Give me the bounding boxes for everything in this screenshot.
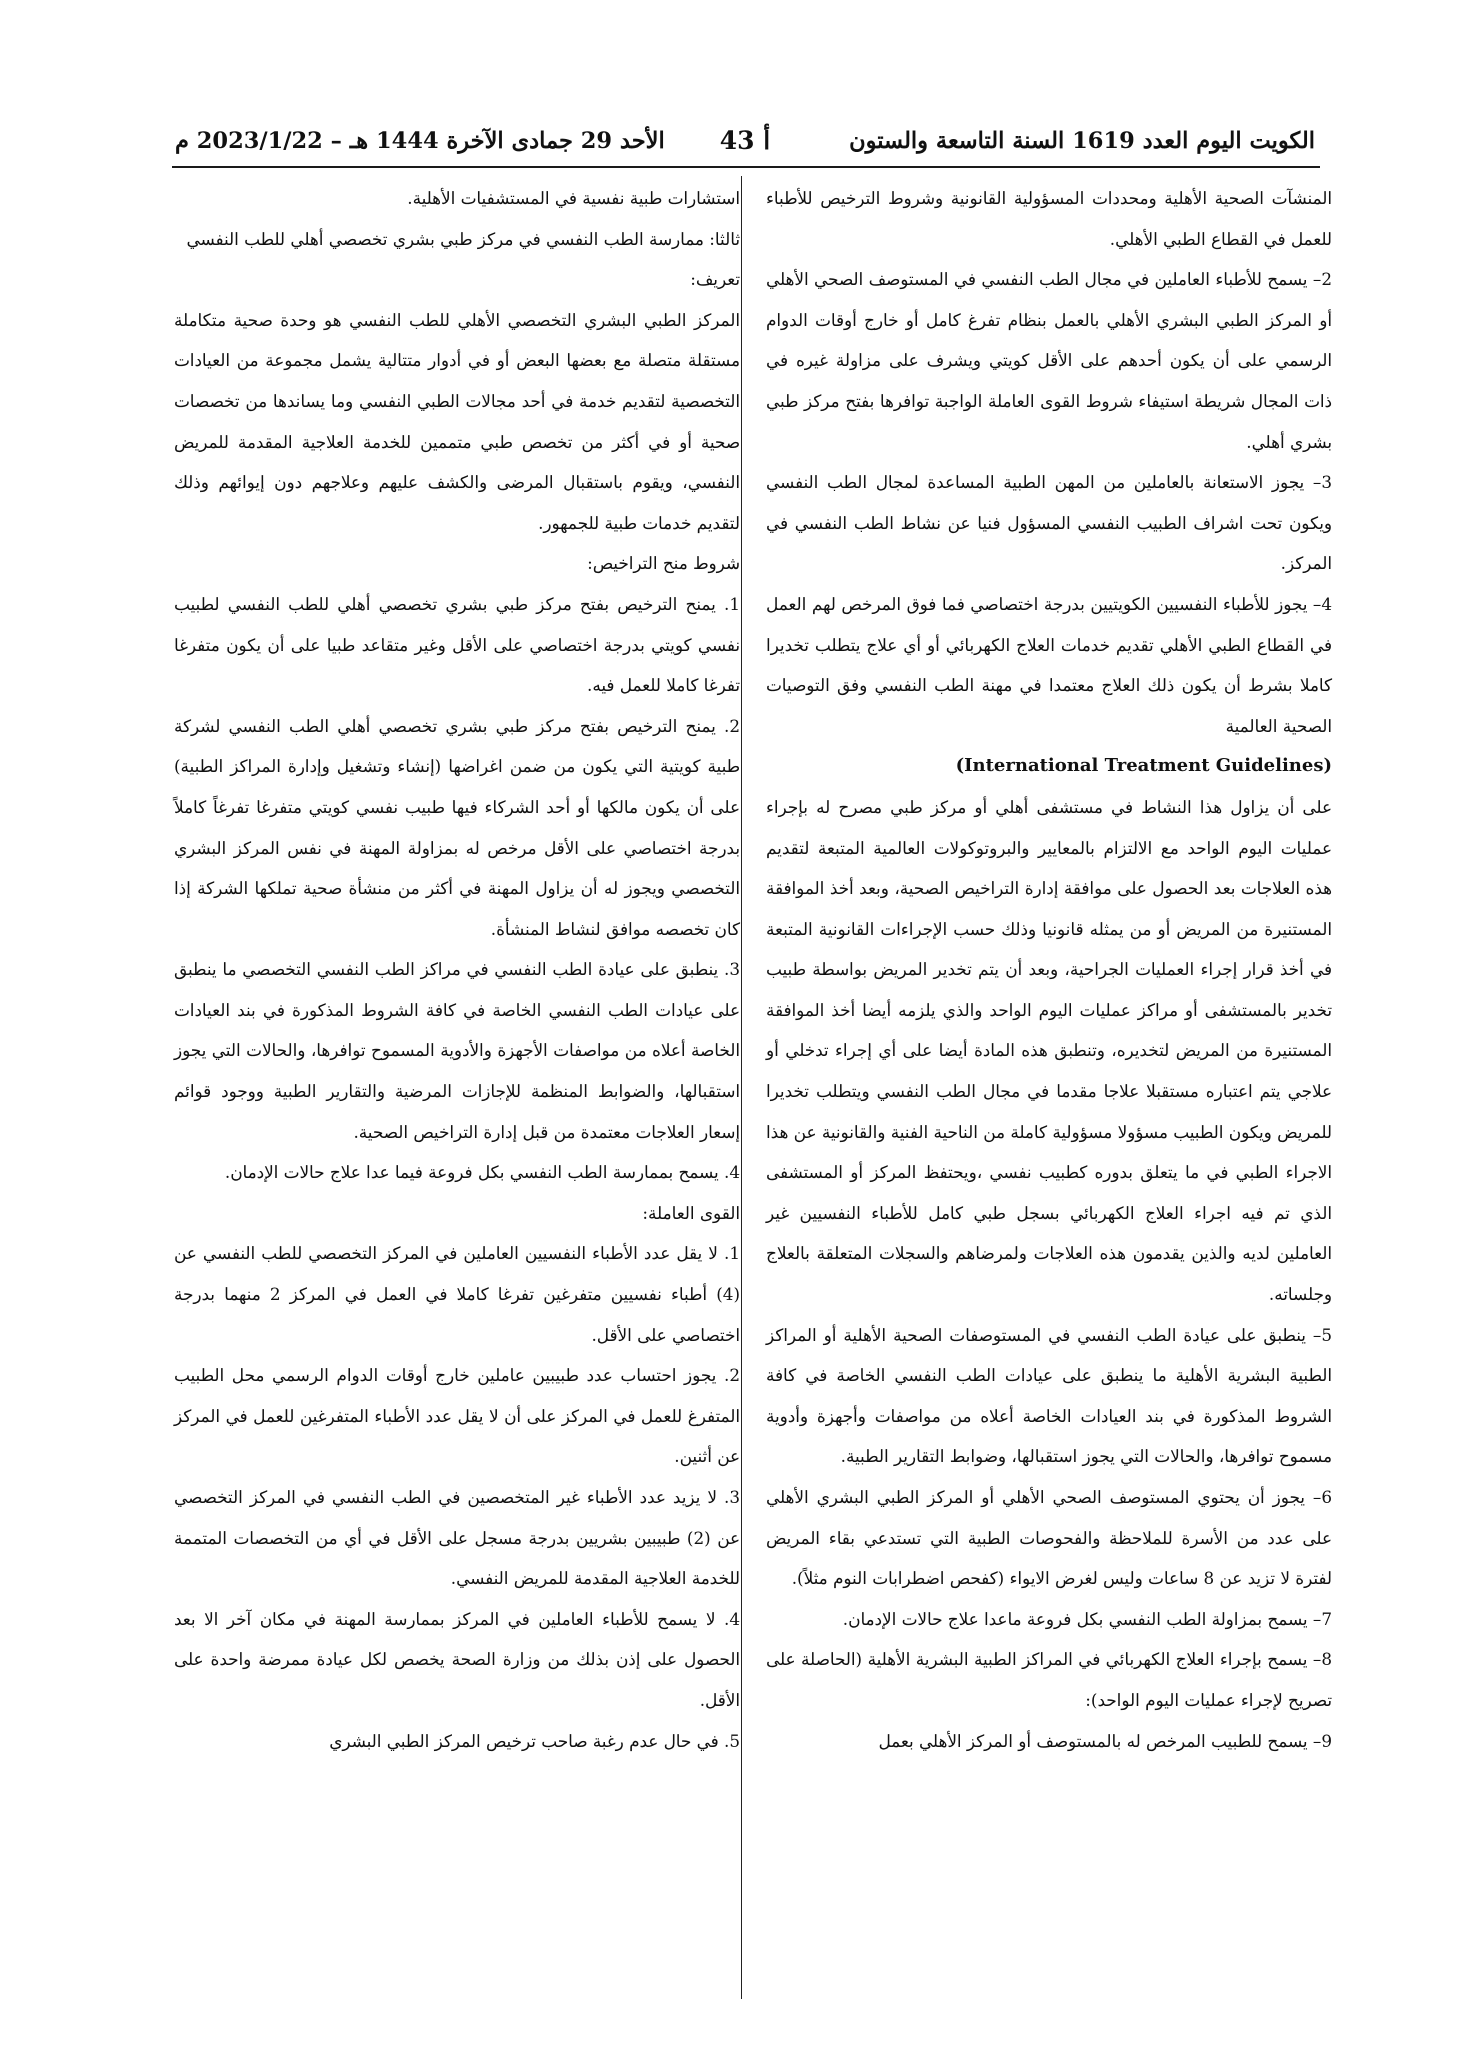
clause-2: 2– يسمح للأطباء العاملين في مجال الطب النفسي في المستوصف الصحي الأهلي أو المركز الطبي البشري الأهلي بالعمل بنظام تفرغ كامل أو خارج أوقات الدوام الرسمي على أن يكون أحدهم على الأقل كويتي ويشرف على مزاولة غيره في ذات المجال شريطة استيفاء شروط القوى العاملة الواجبة توافرها بفتح مركز طبي بشري أهلي. (766, 269, 1332, 452)
workforce-5: 5. في حال عدم رغبة صاحب ترخيص المركز الطبي البشري (329, 1730, 740, 1751)
subheading-definition: تعريف: (690, 269, 740, 290)
gazette-issue-info: الكويت اليوم العدد 1619 السنة التاسعة والستون (849, 128, 1315, 154)
clause-4: 4– يجوز للأطباء النفسيين الكويتيين بدرجة اختصاصي فما فوق المرخص لهم العمل في القطاع الطبي الأهلي تقديم خدمات العلاج الكهربائي أو أي علاج يتطلب تخديرا كاملا بشرط أن يكون ذلك العلاج معتمدا في مهنة الطب النفسي وفق التوصيات الصحية العالمية (766, 593, 1332, 736)
section-heading: ثالثا: ممارسة الطب النفسي في مركز طبي بشري تخصصي أهلي للطب النفسي (186, 228, 740, 249)
header-rule (172, 166, 1320, 168)
condition-3: 3. ينطبق على عيادة الطب النفسي في مراكز الطب النفسي التخصصي ما ينطبق على عيادات الطب النفسي الخاصة في كافة الشروط المذكورة في بند العيادات الخاصة أعلاه من مواصفات الأجهزة والأدوية المسموح توافرها، والحالات التي يجوز استقبالها، والضوابط المنظمة للإجازات المرضية والتقارير الطبية ووجود قوائم إسعار العلاجات معتمدة من قبل إدارة التراخيص الصحية. (174, 959, 740, 1142)
page-number: أ 43 (719, 126, 771, 155)
subheading-license-conditions: شروط منح التراخيص: (587, 553, 740, 574)
workforce-3: 3. لا يزيد عدد الأطباء غير المتخصصين في الطب النفسي في المركز التخصصي عن (2) طبيبين بشريين بدرجة مسجل على الأقل في أي من التخصصات المتممة للخدمة العلاجية المقدمة للمريض النفسي. (174, 1487, 740, 1589)
page-header (175, 121, 1315, 161)
clause-9: 9– يسمح للطبيب المرخص له بالمستوصف أو المركز الأهلي بعمل (878, 1730, 1332, 1751)
condition-4: 4. يسمح بممارسة الطب النفسي بكل فروعة فيما عدا علاج حالات الإدمان. (224, 1162, 740, 1183)
left-column (174, 178, 740, 1761)
latin-term: (International Treatment Guidelines) (955, 755, 1332, 777)
paragraph: استشارات طبية نفسية في المستشفيات الأهلية. (407, 188, 740, 208)
column-divider (741, 176, 742, 1999)
condition-1: 1. يمنح الترخيص بفتح مركز طبي بشري تخصصي أهلي للطب النفسي لطبيب نفسي كويتي بدرجة اختصاصي على الأقل وغير متقاعد طبيا على أن يكون متفرغا تفرغا كاملا للعمل فيه. (174, 593, 740, 696)
clause-8: 8– يسمح بإجراء العلاج الكهربائي في المراكز الطبية البشرية الأهلية (الحاصلة على تصريح لإجراء عمليات اليوم الواحد): (766, 1649, 1332, 1710)
subheading-workforce: القوى العاملة: (642, 1202, 740, 1223)
workforce-1: 1. لا يقل عدد الأطباء النفسيين العاملين في المركز التخصصي للطب النفسي عن (4) أطباء نفسيين متفرغين تفرغا كاملا في العمل في المركز 2 منهما بدرجة اختصاصي على الأقل. (174, 1243, 740, 1345)
clause-6: 6– يجوز أن يحتوي المستوصف الصحي الأهلي أو المركز الطبي البشري الأهلي على عدد من الأسرة للملاحظة والفحوصات الطبية التي تستدعي بقاء المريض لفترة لا تزيد عن 8 ساعات وليس لغرض الايواء (كفحص اضطرابات النوم مثلاً). (766, 1487, 1332, 1589)
condition-2: 2. يمنح الترخيص بفتح مركز طبي بشري تخصصي أهلي الطب النفسي لشركة طبية كويتية التي يكون من ضمن اغراضها (إنشاء وتشغيل وإدارة المراكز الطبية) على أن يكون مالكها أو أحد الشركاء فيها طبيب نفسي كويتي متفرغا تفرغاً كاملاً بدرجة اختصاصي على الأقل مرخص له بمزاولة المهنة في نفس المركز البشري التخصصي ويجوز له أن يزاول المهنة في أكثر من منشأة صحية تملكها الشركة إذا كان تخصصه موافق لنشاط المنشأة. (174, 715, 740, 939)
clause-3: 3– يجوز الاستعانة بالعاملين من المهن الطبية المساعدة لمجال الطب النفسي ويكون تحت اشراف الطبيب النفسي المسؤول فنيا عن نشاط الطب النفسي في المركز. (766, 472, 1332, 574)
workforce-2: 2. يجوز احتساب عدد طبيبين عاملين خارج أوقات الدوام الرسمي محل الطبيب المتفرغ للعمل في المركز على أن لا يقل عدد الأطباء المتفرغين للعمل في المركز عن أثنين. (174, 1365, 740, 1467)
paragraph: المنشآت الصحية الأهلية ومحددات المسؤولية القانونية وشروط الترخيص للأطباء للعمل في القطاع الطبي الأهلي. (766, 188, 1332, 249)
clause-5: 5– ينطبق على عيادة الطب النفسي في المستوصفات الصحية الأهلية أو المراكز الطبية البشرية الأهلية ما ينطبق على عيادات الطب النفسي الخاصة في كافة الشروط المذكورة في بند العيادات الخاصة أعلاه من مواصفات وأجهزة وأدوية مسموح توافرها، والحالات التي يجوز استقبالها، وضوابط التقارير الطبية. (766, 1324, 1332, 1467)
definition-text: المركز الطبي البشري التخصصي الأهلي للطب النفسي هو وحدة صحية متكاملة مستقلة متصلة مع بعضها البعض أو في أدوار متتالية يشمل مجموعة من العيادات التخصصية لتقديم خدمة في أحد مجالات الطبي النفسي وما يساندها من تخصصات صحية أو في أكثر من تخصص طبي متممين للخدمة العلاجية المقدمة للمريض النفسي، ويقوم باستقبال المرضى والكشف عليهم وعلاجهم دون إيوائهم وذلك لتقديم خدمات طبية للجمهور. (174, 309, 740, 533)
right-column (766, 178, 1332, 1761)
clause-7: 7– يسمح بمزاولة الطب النفسي بكل فروعة ماعدا علاج حالات الإدمان. (842, 1608, 1332, 1629)
clause-4-continued: على أن يزاول هذا النشاط في مستشفى أهلي أو مركز طبي مصرح له بإجراء عمليات اليوم الواحد مع الالتزام بالمعايير والبروتوكولات العالمية المتبعة لتقديم هذه العلاجات بعد الحصول على موافقة إدارة التراخيص الصحية، وبعد أخذ الموافقة المستنيرة من المريض أو من يمثله قانونيا وذلك حسب الإجراءات القانونية المتبعة في أخذ قرار إجراء العمليات الجراحية، وبعد أن يتم تخدير المريض بواسطة طبيب تخدير بالمستشفى أو مراكز عمليات اليوم الواحد والذي يلزمه أيضا أخذ الموافقة المستنيرة من المريض لتخديره، وتنطبق هذه المادة أيضا على أي إجراء تدخلي أو علاجي يتم اعتباره مستقبلا علاجا مقدما في مجال الطب النفسي ويتطلب تخديرا للمريض ويكون الطبيب مسؤولا مسؤولية كاملة من الناحية الفنية والقانونية عن هذا الاجراء الطبي في ما يتعلق بدوره كطبيب نفسي ،ويحتفظ المركز أو المستشفى الذي تم فيه اجراء العلاج الكهربائي بسجل طبي كامل للأطباء النفسيين غير العاملين لديه والذين يقدمون هذه العلاجات ولمرضاهم والسجلات المتعلقة بالعلاج وجلساته. (766, 796, 1332, 1305)
workforce-4: 4. لا يسمح للأطباء العاملين في المركز بممارسة المهنة في مكان آخر الا بعد الحصول على إذن بذلك من وزارة الصحة يخصص لكل عيادة ممرضة واحدة على الأقل. (174, 1608, 740, 1710)
issue-date: الأحد 29 جمادى الآخرة 1444 هـ – 2023/1/22 م (175, 128, 665, 154)
